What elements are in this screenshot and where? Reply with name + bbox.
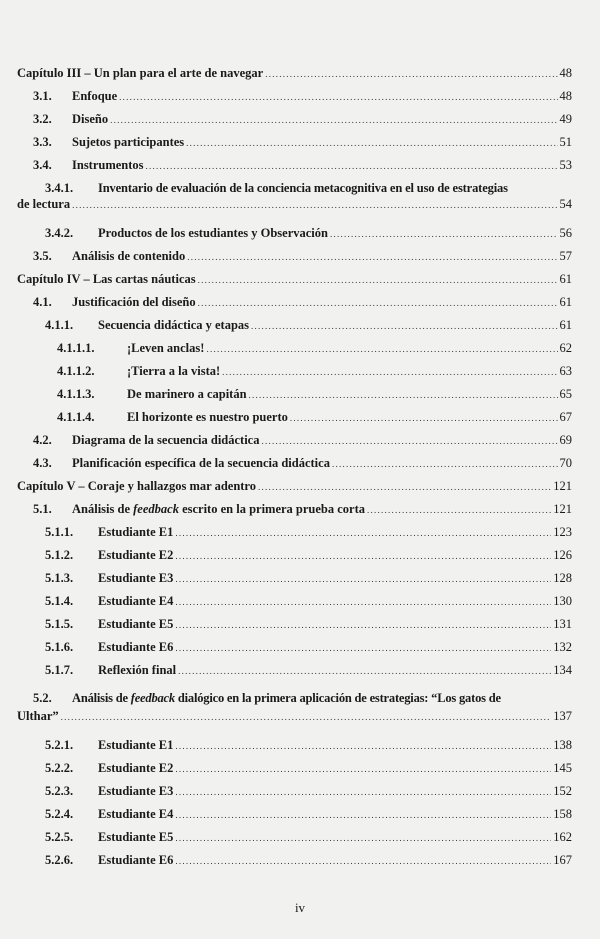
toc-entry-page: 48 xyxy=(559,89,572,103)
leader-dots xyxy=(290,409,558,426)
toc-entry-title: Estudiante E3 xyxy=(98,784,174,798)
leader-dots xyxy=(249,386,558,403)
toc-entry-number: 5.1.6. xyxy=(45,640,74,654)
leader-dots xyxy=(332,455,558,472)
toc-entry-title xyxy=(72,501,365,517)
toc-entry-title: Instrumentos xyxy=(72,158,144,172)
toc-entry-5-2[interactable] xyxy=(17,690,572,725)
toc-entry-title: Planificación específica de la secuencia didáctica xyxy=(72,456,330,470)
toc-entry-title: Secuencia didáctica y etapas xyxy=(98,318,250,332)
leader-dots xyxy=(175,852,551,869)
toc-entry-number: 5.1. xyxy=(33,502,52,516)
toc-entry-page: 167 xyxy=(553,853,572,867)
leader-dots xyxy=(265,65,557,82)
toc-entry-3-4-1[interactable] xyxy=(17,180,572,213)
leader-dots xyxy=(206,340,557,357)
toc-entry-number: 3.5. xyxy=(33,249,52,263)
toc-entry-5-1-4[interactable] xyxy=(45,593,572,610)
toc-entry-title: Capítulo IV – Las cartas náuticas xyxy=(17,272,196,286)
toc-entry-page: 51 xyxy=(559,135,572,149)
toc-entry-4-3[interactable] xyxy=(33,455,572,472)
toc-entry-3-2[interactable] xyxy=(33,111,572,128)
toc-entry-3-5[interactable] xyxy=(33,248,572,265)
leader-dots xyxy=(175,829,551,846)
toc-entry-page: 128 xyxy=(553,571,572,585)
leader-dots xyxy=(198,294,558,311)
toc-entry-page: 131 xyxy=(553,617,572,631)
leader-dots xyxy=(175,570,551,587)
toc-entry-number: 3.3. xyxy=(33,135,52,149)
toc-entry-title: ¡Tierra a la vista! xyxy=(127,364,221,378)
toc-entry-page: 121 xyxy=(553,479,572,493)
title-part: dialógico en la primera aplicación de estrategias: “Los gatos de xyxy=(174,691,501,705)
toc-entry-chapter-4[interactable] xyxy=(17,271,572,288)
toc-entry-page: 48 xyxy=(559,66,572,80)
toc-entry-title-line1: Inventario de evaluación de la conciencia metacognitiva en el uso de estrategias xyxy=(98,181,508,195)
title-emphasis: feedback xyxy=(133,502,179,516)
toc-entry-5-1-1[interactable] xyxy=(45,524,572,541)
toc-entry-number: 5.2.5. xyxy=(45,830,74,844)
leader-dots xyxy=(146,157,558,174)
toc-entry-page: 138 xyxy=(553,738,572,752)
toc-entry-title-line2: Ulthar” xyxy=(17,709,59,723)
toc-entry-title-line1 xyxy=(72,690,501,706)
toc-entry-title: Estudiante E3 xyxy=(98,571,174,585)
toc-entry-page: 63 xyxy=(559,364,572,378)
toc-entry-number: 5.2.4. xyxy=(45,807,74,821)
toc-entry-number: 5.1.5. xyxy=(45,617,74,631)
toc-entry-number: 5.1.2. xyxy=(45,548,74,562)
toc-entry-page: 49 xyxy=(559,112,572,126)
toc-entry-page: 123 xyxy=(553,525,572,539)
toc-entry-3-4-2[interactable] xyxy=(45,225,572,242)
toc-entry-5-1-2[interactable] xyxy=(45,547,572,564)
toc-entry-5-2-1[interactable] xyxy=(45,737,572,754)
toc-entry-number: 5.2. xyxy=(33,691,52,705)
leader-dots xyxy=(187,248,557,265)
toc-entry-page: 56 xyxy=(559,226,572,240)
toc-entry-page: 57 xyxy=(559,249,572,263)
toc-entry-number: 5.1.4. xyxy=(45,594,74,608)
toc-entry-number: 5.1.1. xyxy=(45,525,74,539)
leader-dots xyxy=(110,111,557,128)
toc-entry-page: 61 xyxy=(559,272,572,286)
toc-entry-5-2-3[interactable] xyxy=(45,783,572,800)
leader-dots xyxy=(175,806,551,823)
title-part: Análisis de xyxy=(72,502,134,516)
toc-entry-5-1[interactable] xyxy=(33,501,572,518)
toc-entry-5-2-6[interactable] xyxy=(45,852,572,869)
toc-entry-page: 134 xyxy=(553,663,572,677)
toc-entry-3-1[interactable] xyxy=(33,88,572,105)
toc-entry-4-1-1-2[interactable] xyxy=(57,363,572,380)
toc-entry-5-2-5[interactable] xyxy=(45,829,572,846)
toc-entry-number: 4.1.1.4. xyxy=(57,410,95,424)
toc-entry-number: 4.1.1. xyxy=(45,318,74,332)
toc-entry-title: Estudiante E4 xyxy=(98,594,174,608)
leader-dots xyxy=(175,547,551,564)
toc-entry-5-2-4[interactable] xyxy=(45,806,572,823)
toc-entry-number: 4.2. xyxy=(33,433,52,447)
leader-dots xyxy=(175,783,551,800)
toc-entry-title: Análisis de contenido xyxy=(72,249,186,263)
leader-dots xyxy=(258,478,551,495)
leader-dots xyxy=(222,363,557,380)
toc-entry-4-1-1[interactable] xyxy=(45,317,572,334)
toc-entry-title: Reflexión final xyxy=(98,663,177,677)
page-number: iv xyxy=(294,900,306,915)
toc-entry-number: 3.1. xyxy=(33,89,52,103)
toc-entry-number: 5.1.3. xyxy=(45,571,74,585)
leader-dots xyxy=(175,593,551,610)
toc-entry-page: 121 xyxy=(553,502,572,516)
leader-dots xyxy=(175,524,551,541)
leader-dots xyxy=(251,317,557,334)
leader-dots xyxy=(61,708,552,725)
toc-entry-number: 3.2. xyxy=(33,112,52,126)
toc-entry-title: Productos de los estudiantes y Observación xyxy=(98,226,328,240)
leader-dots xyxy=(178,662,551,679)
toc-entry-4-1-1-4[interactable] xyxy=(57,409,572,426)
title-emphasis: feedback xyxy=(130,691,175,705)
toc-entry-page: 61 xyxy=(559,318,572,332)
toc-entry-page: 54 xyxy=(559,197,572,211)
leader-dots xyxy=(367,501,551,518)
toc-entry-chapter-5[interactable] xyxy=(17,478,572,495)
toc-entry-title: Justificación del diseño xyxy=(72,295,196,309)
toc-entry-title: De marinero a capitán xyxy=(127,387,247,401)
toc-entry-title: Enfoque xyxy=(72,89,118,103)
leader-dots xyxy=(175,737,551,754)
toc-entry-number: 3.4. xyxy=(33,158,52,172)
toc-entry-title: Estudiante E1 xyxy=(98,525,174,539)
toc-entry-page: 137 xyxy=(553,709,572,723)
toc-entry-chapter-3[interactable] xyxy=(17,65,572,82)
toc-entry-4-1-1-1[interactable] xyxy=(57,340,572,357)
toc-entry-page: 69 xyxy=(559,433,572,447)
toc-entry-3-4[interactable] xyxy=(33,157,572,174)
leader-dots xyxy=(175,760,551,777)
toc-entry-number: 5.1.7. xyxy=(45,663,74,677)
toc-entry-title: Estudiante E5 xyxy=(98,617,174,631)
toc-entry-number: 4.3. xyxy=(33,456,52,470)
toc-entry-page: 158 xyxy=(553,807,572,821)
toc-entry-5-1-7[interactable] xyxy=(45,662,572,679)
leader-dots xyxy=(261,432,557,449)
toc-entry-title: El horizonte es nuestro puerto xyxy=(127,410,288,424)
toc-entry-title-line2: de lectura xyxy=(17,197,71,211)
title-part: Análisis de xyxy=(72,691,131,705)
toc-entry-number: 5.2.2. xyxy=(45,761,74,775)
toc-entry-title: Estudiante E2 xyxy=(98,761,174,775)
toc-entry-number: 4.1.1.3. xyxy=(57,387,95,401)
toc-entry-title: Estudiante E2 xyxy=(98,548,174,562)
leader-dots xyxy=(186,134,557,151)
leader-dots xyxy=(175,616,551,633)
toc-entry-number: 4.1. xyxy=(33,295,52,309)
toc-entry-page: 145 xyxy=(553,761,572,775)
toc-entry-number: 3.4.2. xyxy=(45,226,74,240)
toc-entry-page: 65 xyxy=(559,387,572,401)
toc-entry-5-2-2[interactable] xyxy=(45,760,572,777)
toc-entry-page: 70 xyxy=(559,456,572,470)
leader-dots xyxy=(119,88,557,105)
toc-entry-title: Estudiante E5 xyxy=(98,830,174,844)
toc-entry-number: 3.4.1. xyxy=(45,181,74,195)
toc-entry-page: 162 xyxy=(553,830,572,844)
toc-entry-title: Diseño xyxy=(72,112,109,126)
toc-entry-4-1[interactable] xyxy=(33,294,572,311)
leader-dots xyxy=(72,196,557,213)
leader-dots xyxy=(198,271,558,288)
toc-entry-5-1-6[interactable] xyxy=(45,639,572,656)
toc-entry-3-3[interactable] xyxy=(33,134,572,151)
toc-entry-page: 67 xyxy=(559,410,572,424)
toc-entry-title: Estudiante E1 xyxy=(98,738,174,752)
toc-entry-page: 61 xyxy=(559,295,572,309)
toc-entry-page: 62 xyxy=(559,341,572,355)
toc-entry-4-1-1-3[interactable] xyxy=(57,386,572,403)
toc-entry-title: Diagrama de la secuencia didáctica xyxy=(72,433,260,447)
toc-entry-5-1-3[interactable] xyxy=(45,570,572,587)
toc-entry-title: Capítulo V – Coraje y hallazgos mar adentro xyxy=(17,479,257,493)
toc-entry-number: 5.2.6. xyxy=(45,853,74,867)
toc-entry-title: Sujetos participantes xyxy=(72,135,185,149)
toc-entry-title: Estudiante E6 xyxy=(98,640,174,654)
toc-entry-title: Estudiante E4 xyxy=(98,807,174,821)
toc-entry-title: ¡Leven anclas! xyxy=(127,341,205,355)
toc-entry-4-2[interactable] xyxy=(33,432,572,449)
leader-dots xyxy=(330,225,558,242)
toc-entry-page: 152 xyxy=(553,784,572,798)
toc-entry-number: 5.2.3. xyxy=(45,784,74,798)
toc-entry-page: 53 xyxy=(559,158,572,172)
toc-entry-page: 132 xyxy=(553,640,572,654)
toc-entry-page: 126 xyxy=(553,548,572,562)
toc-entry-title: Estudiante E6 xyxy=(98,853,174,867)
toc-entry-5-1-5[interactable] xyxy=(45,616,572,633)
toc-entry-title: Capítulo III – Un plan para el arte de navegar xyxy=(17,66,264,80)
toc-entry-number: 4.1.1.2. xyxy=(57,364,95,378)
toc-entry-page: 130 xyxy=(553,594,572,608)
leader-dots xyxy=(175,639,551,656)
title-part: escrito en la primera prueba corta xyxy=(178,502,366,516)
toc-entry-number: 5.2.1. xyxy=(45,738,74,752)
toc-entry-number: 4.1.1.1. xyxy=(57,341,95,355)
